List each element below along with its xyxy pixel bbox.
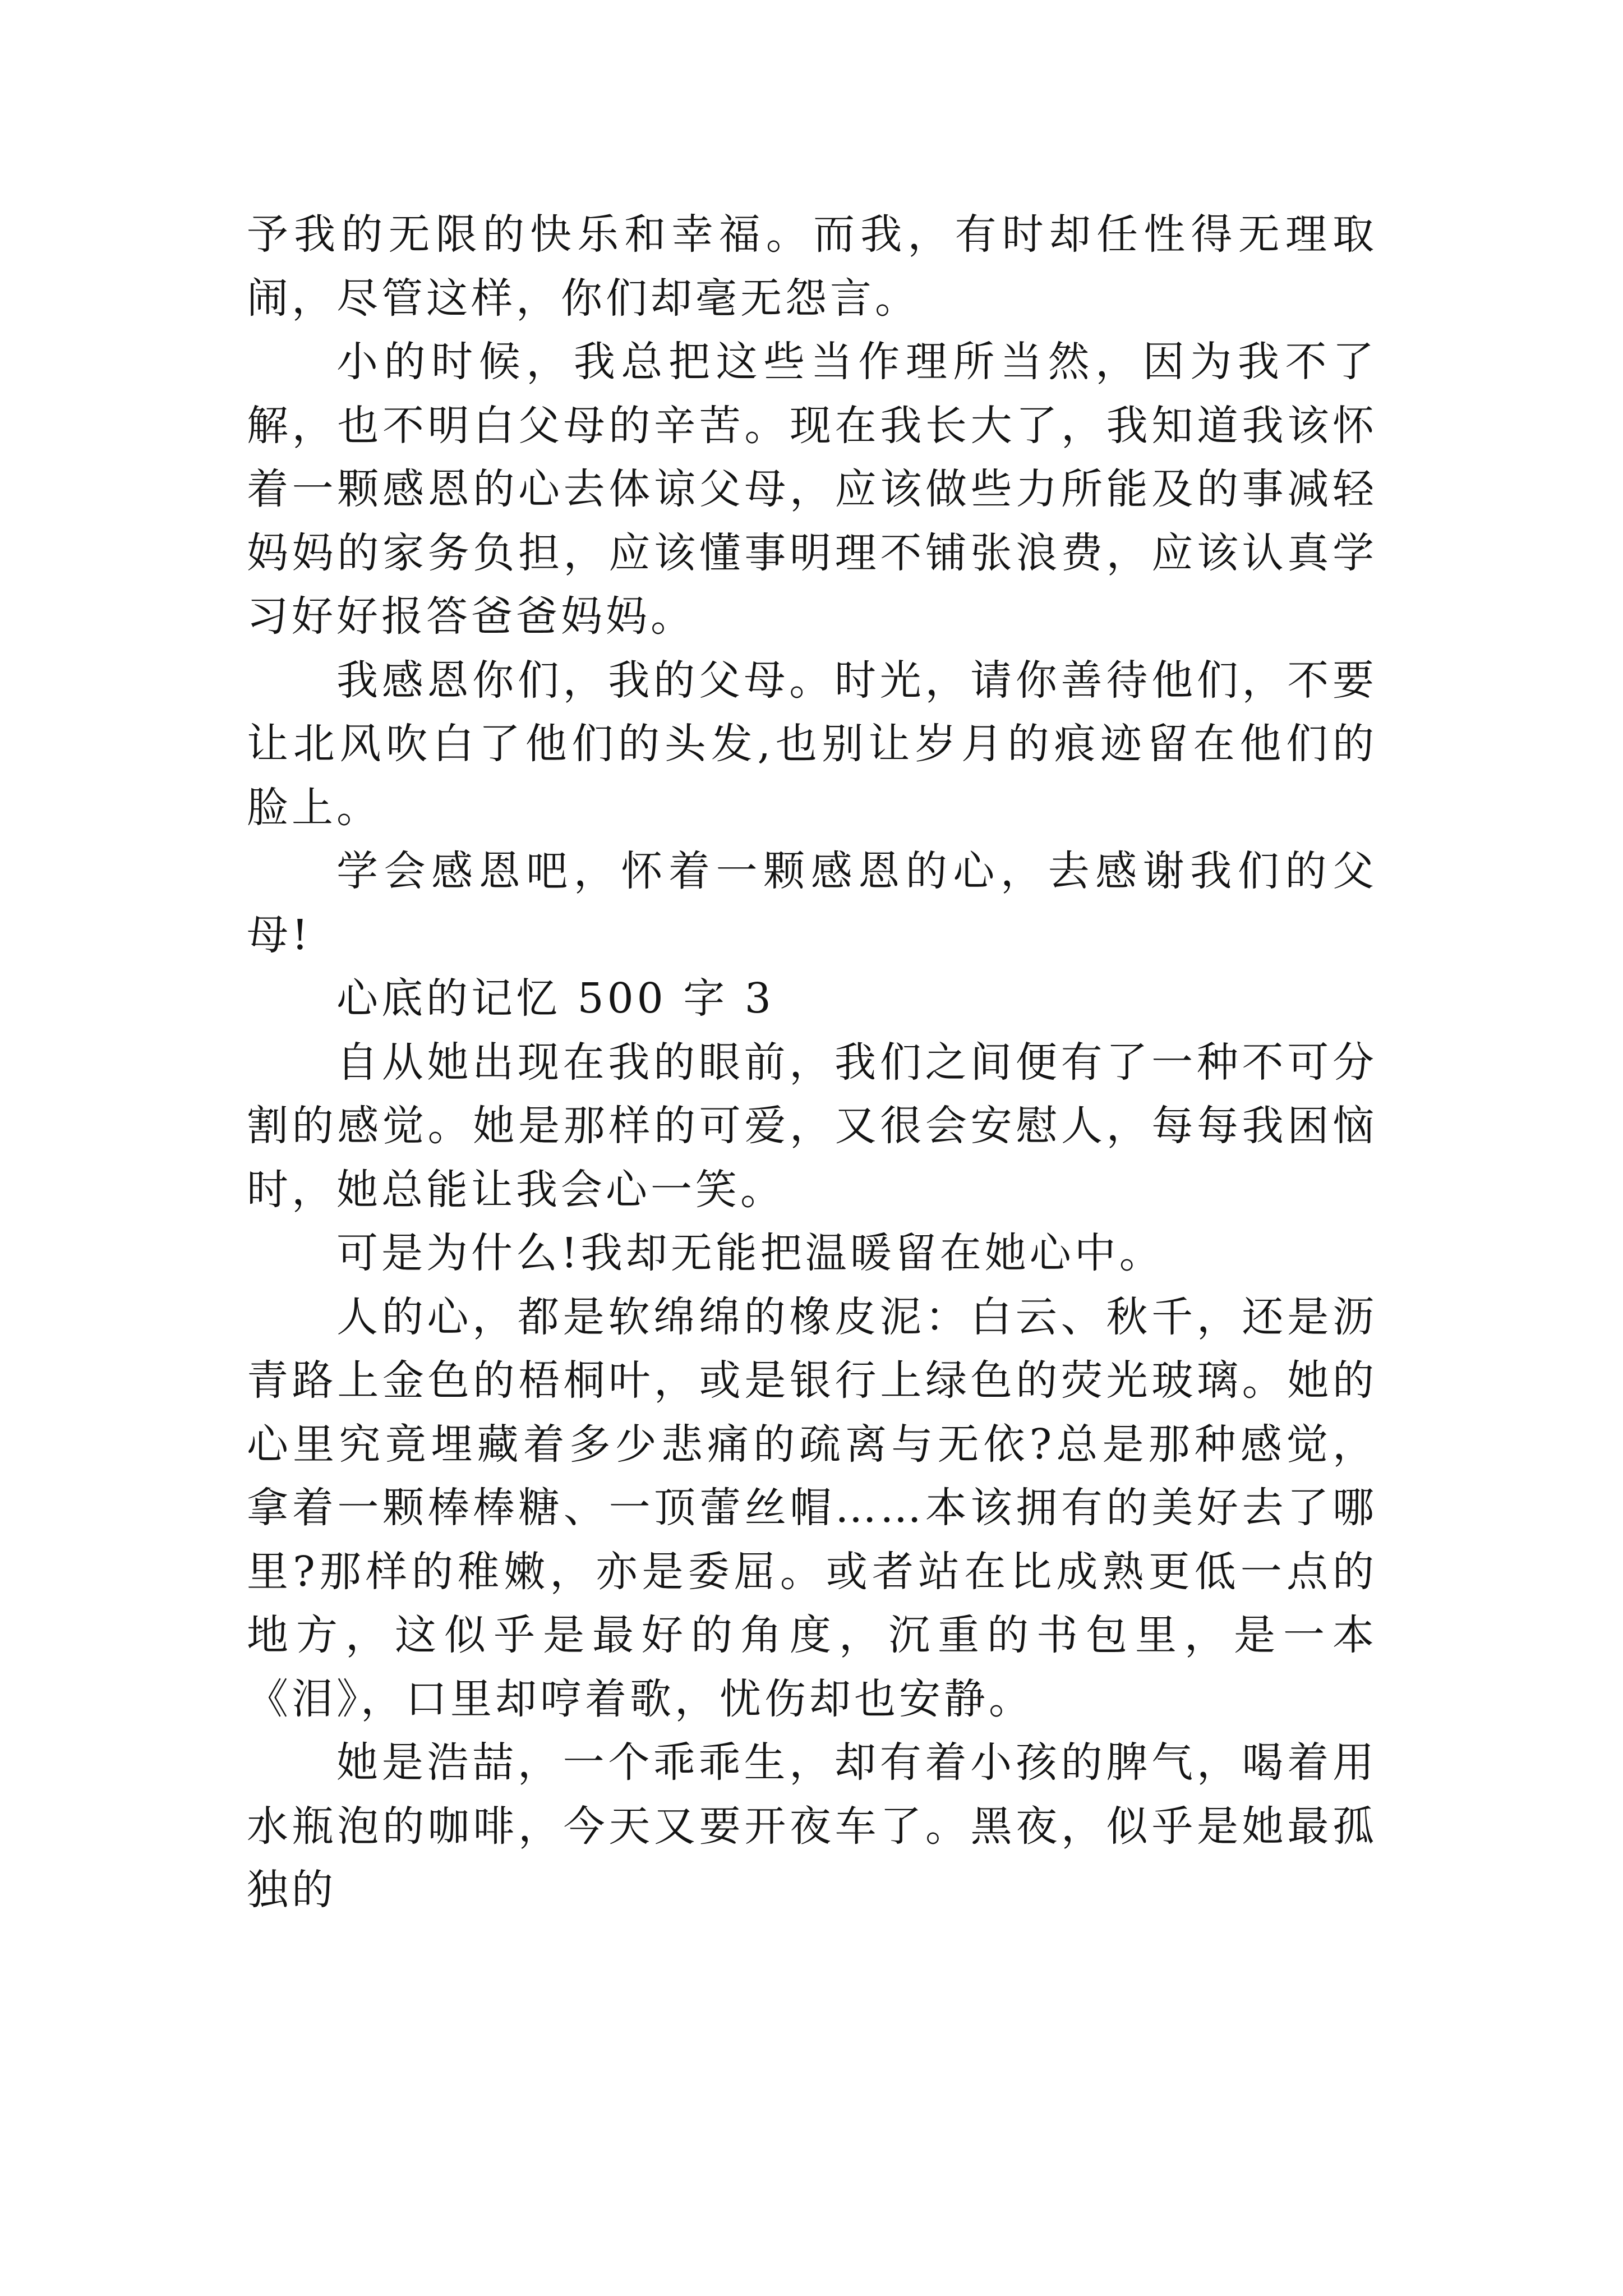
paragraph-5: 自从她出现在我的眼前，我们之间便有了一种不可分割的感觉。她是那样的可爱，又很会安慰人，每每我困恼时，她总能让我会心一笑。 bbox=[247, 1038, 1377, 1214]
paragraph-4: 学会感恩吧，怀着一颗感恩的心，去感谢我们的父母! bbox=[247, 847, 1377, 959]
paragraph-3: 我感恩你们，我的父母。时光，请你善待他们，不要让北风吹白了他们的头发,也别让岁月的痕迹留在他们的脸上。 bbox=[247, 656, 1377, 832]
paragraph-6: 可是为什么!我却无能把温暖留在她心中。 bbox=[336, 1229, 1164, 1277]
paragraph-7: 人的心，都是软绵绵的橡皮泥：白云、秋千，还是沥青路上金色的梧桐叶，或是银行上绿色的荧光玻璃。她的心里究竟埋藏着多少悲痛的疏离与无依?总是那种感觉，拿着一颗棒棒糖、一顶蕾丝帽……本该拥有的美好去了哪里?那样的稚嫩，亦是委屈。或者站在比成熟更低一点的地方，这似乎是最好的角度，沉重的书包里，是一本《泪》，口里却哼着歌，忧伤却也安静。 bbox=[247, 1292, 1377, 1723]
paragraph-8: 她是浩喆，一个乖乖生，却有着小孩的脾气，喝着用水瓶泡的咖啡，今天又要开夜车了。黑夜，似乎是她最孤独的 bbox=[247, 1738, 1377, 1914]
section-heading: 心底的记忆 500 字 3 bbox=[336, 974, 774, 1023]
document-body bbox=[247, 203, 1377, 1922]
paragraph-1: 予我的无限的快乐和幸福。而我，有时却任性得无理取闹，尽管这样，你们却毫无怨言。 bbox=[247, 210, 1377, 323]
paragraph-2: 小的时候，我总把这些当作理所当然，因为我不了解，也不明白父母的辛苦。现在我长大了，我知道我该怀着一颗感恩的心去体谅父母，应该做些力所能及的事减轻妈妈的家务负担，应该懂事明理不铺张浪费，应该认真学习好好报答爸爸妈妈。 bbox=[247, 338, 1377, 641]
